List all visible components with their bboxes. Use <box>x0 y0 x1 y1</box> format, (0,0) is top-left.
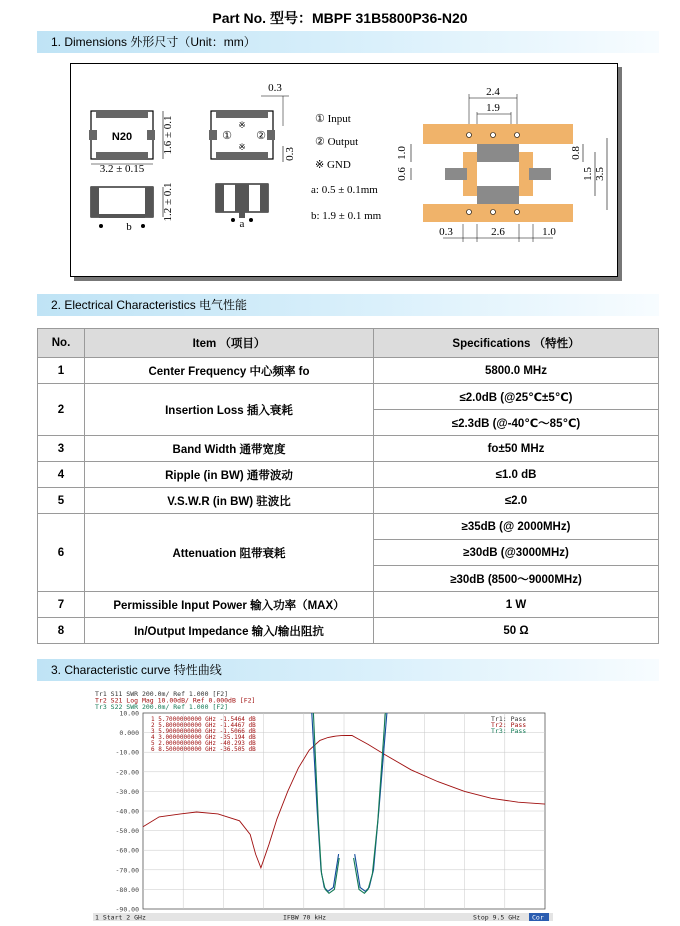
characteristic-curve-chart <box>93 689 553 921</box>
electrical-spec-table <box>37 328 659 644</box>
y-tick-label: -20.00 <box>115 768 139 777</box>
pcb-dim-15: 1.5 <box>582 167 594 181</box>
row-value: ≥30dB (8500～9000MHz) <box>374 566 659 592</box>
row-item: V.S.W.R (in BW) 驻波比 <box>85 488 374 514</box>
row-item: Attenuation 阻带衰耗 <box>85 514 374 592</box>
label-a: a <box>239 218 245 230</box>
footer-ifbw: IFBW 70 kHz <box>283 913 327 921</box>
table-row <box>38 514 659 540</box>
footer-cor-badge: Cor <box>532 913 544 921</box>
pcb-dim-10: 1.0 <box>396 146 408 160</box>
row-value: 5800.0 MHz <box>374 358 659 384</box>
y-tick-label: -50.00 <box>115 827 139 836</box>
row-no: 8 <box>38 618 85 644</box>
row-value: fo±50 MHz <box>374 436 659 462</box>
section-curve-header: 3. Characteristic curve 特性曲线 <box>37 659 659 681</box>
legend-gnd: ※ GND <box>315 159 351 171</box>
marker-line: 2 5.8000000000 GHz -1.4467 dB <box>151 722 256 729</box>
row-no: 7 <box>38 592 85 618</box>
row-value: ≤1.0 dB <box>374 462 659 488</box>
trace-header-2: Tr2 S21 Log Mag 10.00dB/ Ref 0.000dB [F2] <box>95 696 256 705</box>
table-row <box>38 358 659 384</box>
dim-thickness-label: 1.2 ± 0.1 <box>162 182 174 222</box>
chip-bottom-view <box>209 82 296 230</box>
dim-03-label: 0.3 <box>268 82 282 94</box>
table-row <box>38 462 659 488</box>
row-item: Permissible Input Power 输入功率（MAX） <box>85 592 374 618</box>
row-value: 1 W <box>374 592 659 618</box>
marker-line: 5 2.0000000000 GHz -40.293 dB <box>151 740 256 747</box>
footer-start: 1 Start 2 GHz <box>95 913 146 921</box>
header-item: Item （项目） <box>85 329 374 358</box>
header-spec: Specifications （特性） <box>374 329 659 358</box>
y-tick-label: -10.00 <box>115 748 139 757</box>
marker-line: 3 5.9000000000 GHz -1.5066 dB <box>151 728 256 735</box>
y-tick-label: -90.00 <box>115 905 139 914</box>
gnd-marker: ※ <box>238 120 246 130</box>
part-number-title: Part No. 型号：MBPF 31B5800P36-N20 <box>212 10 468 26</box>
pcb-dim-24: 2.4 <box>486 86 500 98</box>
pin1-marker: ① <box>222 130 232 142</box>
table-row <box>38 488 659 514</box>
section-dimensions-header: 1. Dimensions 外形尺寸（Unit：mm） <box>37 31 659 53</box>
label-b: b <box>126 221 132 233</box>
row-no: 1 <box>38 358 85 384</box>
row-item: Insertion Loss 插入衰耗 <box>85 384 374 436</box>
row-no: 5 <box>38 488 85 514</box>
pcb-dim-10b: 1.0 <box>542 226 556 238</box>
pin2-marker: ② <box>256 130 266 142</box>
status-tr3: Tr3: Pass <box>491 727 527 735</box>
pcb-dim-35: 3.5 <box>594 167 606 181</box>
table-row <box>38 436 659 462</box>
row-value: ≤2.0dB (@25℃±5℃) <box>374 384 659 410</box>
row-no: 3 <box>38 436 85 462</box>
dim-height-label: 1.6 ± 0.1 <box>162 115 174 155</box>
pcb-dim-08: 0.8 <box>570 146 582 160</box>
header-no: No. <box>38 329 85 358</box>
pcb-dim-06: 0.6 <box>396 167 408 181</box>
status-tr1: Tr1: Pass <box>491 715 527 723</box>
table-row <box>38 384 659 410</box>
table-header-row <box>38 329 659 358</box>
trace-header-1: Tr1 S11 SWR 200.0m/ Ref 1.000 [F2] <box>95 690 229 698</box>
row-item: Center Frequency 中心频率 fo <box>85 358 374 384</box>
legend-b: b: 1.9 ± 0.1 mm <box>311 210 382 222</box>
chip-side-view <box>91 182 174 233</box>
pcb-dim-26: 2.6 <box>491 226 505 238</box>
legend-input: ① Input <box>315 113 351 125</box>
legend-output: ② Output <box>315 136 359 148</box>
chip-marking: N20 <box>111 131 133 143</box>
row-item: Ripple (in BW) 通带波动 <box>85 462 374 488</box>
dimensions-drawing <box>70 63 618 277</box>
pcb-dim-03: 0.3 <box>439 226 453 238</box>
y-tick-label: -70.00 <box>115 866 139 875</box>
gnd-marker: ※ <box>238 142 246 152</box>
pcb-land-pattern <box>396 86 607 242</box>
trace-header-3: Tr3 S22 SWR 200.0m/ Ref 1.000 [F2] <box>95 703 229 711</box>
row-value: ≤2.3dB (@-40℃～85℃) <box>374 410 659 436</box>
status-tr2: Tr2: Pass <box>491 721 527 729</box>
row-value: ≥30dB (@3000MHz) <box>374 540 659 566</box>
pcb-dim-19: 1.9 <box>486 102 500 114</box>
footer-stop: Stop 9.5 GHz <box>473 913 520 921</box>
row-no: 6 <box>38 514 85 592</box>
y-tick-label: 10.00 <box>119 709 139 718</box>
table-row <box>38 618 659 644</box>
chip-top-view <box>89 111 174 175</box>
row-value: 50 Ω <box>374 618 659 644</box>
table-row <box>38 592 659 618</box>
y-tick-label: -40.00 <box>115 807 139 816</box>
pin-legend <box>311 113 382 222</box>
section-electrical-header: 2. Electrical Characteristics 电气性能 <box>37 294 659 316</box>
dim-03b-label: 0.3 <box>284 147 296 161</box>
y-tick-label: 0.000 <box>119 729 139 738</box>
row-item: Band Width 通带宽度 <box>85 436 374 462</box>
marker-line: 1 5.7000000000 GHz -1.5464 dB <box>151 716 256 723</box>
row-no: 2 <box>38 384 85 436</box>
y-tick-label: -80.00 <box>115 885 139 894</box>
row-value: ≤2.0 <box>374 488 659 514</box>
row-no: 4 <box>38 462 85 488</box>
row-item: In/Output Impedance 输入/输出阻抗 <box>85 618 374 644</box>
marker-line: 4 3.0000000000 GHz -35.194 dB <box>151 734 256 741</box>
legend-a: a: 0.5 ± 0.1mm <box>311 184 378 196</box>
dim-width-label: 3.2 ± 0.15 <box>99 163 145 175</box>
row-value: ≥35dB (@ 2000MHz) <box>374 514 659 540</box>
y-tick-label: -30.00 <box>115 787 139 796</box>
y-tick-label: -60.00 <box>115 846 139 855</box>
marker-line: 6 8.5000000000 GHz -36.505 dB <box>151 746 256 753</box>
